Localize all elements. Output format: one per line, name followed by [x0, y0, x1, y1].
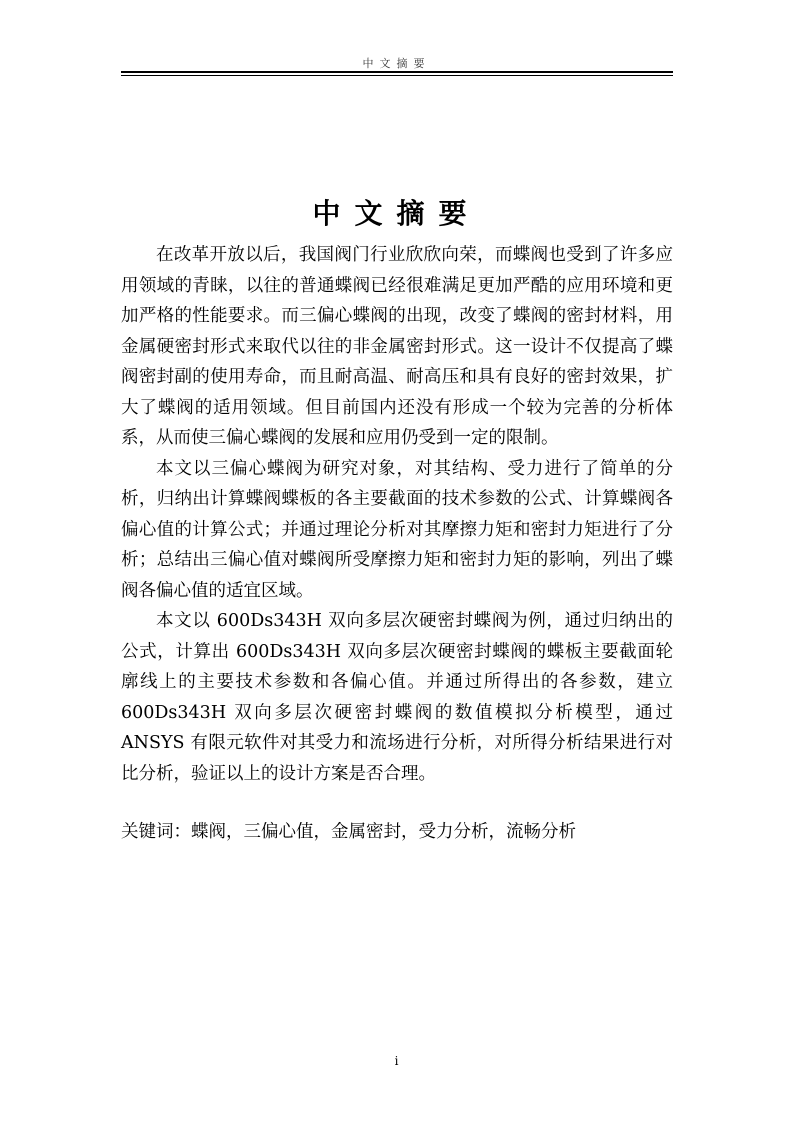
abstract-paragraph-3: 本文以 600Ds343H 双向多层次硬密封蝶阀为例，通过归纳出的公式，计算出 600Ds343H 双向多层次硬密封蝶阀的蝶板主要截面轮廓线上的主要技术参数和各偏心值。并通过所得出的各参数，建立 600Ds343H 双向多层次硬密封蝶阀的数值模拟分析模型，通过 ANSYS 有限元软件对其受力和流场进行分析，对所得分析结果进行对比分析，验证以上的设计方案是否合理。 — [121, 611, 673, 784]
page-number: i — [394, 1054, 399, 1068]
running-header: 中文摘要 — [362, 57, 431, 70]
header-rule-secondary — [121, 75, 673, 76]
abstract-body — [121, 240, 673, 789]
keywords-line: 关键词：蝶阀，三偏心值，金属密封，受力分析，流畅分析 — [121, 822, 576, 842]
page-title: 中文摘要 — [312, 197, 481, 230]
abstract-paragraph-1: 在改革开放以后，我国阀门行业欣欣向荣，而蝶阀也受到了许多应用领域的青睐，以往的普通蝶阀已经很难满足更加严酷的应用环境和更加严格的性能要求。而三偏心蝶阀的出现，改变了蝶阀的密封材料，用金属硬密封形式来取代以往的非金属密封形式。这一设计不仅提高了蝶阀密封副的使用寿命，而且耐高温、耐高压和具有良好的密封效果，扩大了蝶阀的适用领域。但目前国内还没有形成一个较为完善的分析体系，从而使三偏心蝶阀的发展和应用仍受到一定的限制。 — [121, 245, 673, 448]
abstract-paragraph-2: 本文以三偏心蝶阀为研究对象，对其结构、受力进行了简单的分析，归纳出计算蝶阀蝶板的各主要截面的技术参数的公式、计算蝶阀各偏心值的计算公式；并通过理论分析对其摩擦力矩和密封力矩进行了分析；总结出三偏心值对蝶阀所受摩擦力矩和密封力矩的影响，列出了蝶阀各偏心值的适宜区域。 — [121, 458, 673, 601]
header-rule — [121, 71, 673, 73]
